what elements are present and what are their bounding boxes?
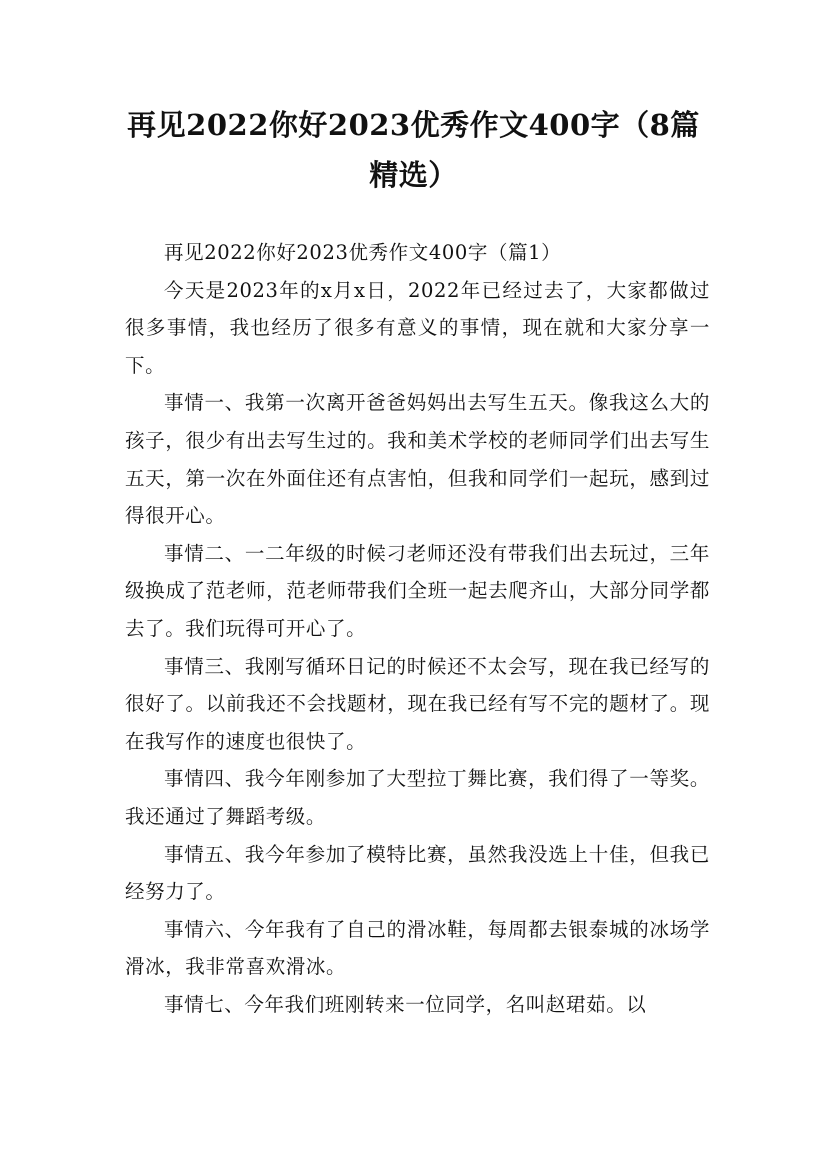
paragraph-event-7: 事情七、今年我们班刚转来一位同学，名叫赵珺茹。以: [164, 992, 647, 1016]
paragraph-event-1: 事情一、我第一次离开爸爸妈妈出去写生五天。像我这么大的孩子，很少有出去写生过的。我和美术学校的老师同学们出去写生五天，第一次在外面住还有点害怕，但我和同学们一起玩，感到过得很开心。: [125, 391, 710, 528]
document-title: 再见2022你好2023优秀作文400字（8篇精选）: [127, 108, 700, 192]
paragraph-event-4: 事情四、我今年刚参加了大型拉丁舞比赛，我们得了一等奖。我还通过了舞蹈考级。: [125, 767, 710, 828]
paragraph-event-5: 事情五、我今年参加了模特比赛，虽然我没选上十佳，但我已经努力了。: [125, 842, 710, 904]
section-heading: 再见2022你好2023优秀作文400字（篇1）: [164, 241, 562, 264]
paragraph-event-3: 事情三、我刚写循环日记的时候还不太会写，现在我已经写的很好了。以前我还不会找题材，现在我已经有写不完的题材了。现在我写作的速度也很快了。: [125, 654, 710, 753]
paragraph-event-6: 事情六、今年我有了自己的滑冰鞋，每周都去银泰城的冰场学滑冰，我非常喜欢滑冰。: [125, 917, 710, 979]
paragraph-intro: 今天是2023年的x月x日，2022年已经过去了，大家都做过很多事情，我也经历了很多有意义的事情，现在就和大家分享一下。: [125, 278, 710, 377]
paragraph-event-2: 事情二、一二年级的时候刁老师还没有带我们出去玩过，三年级换成了范老师，范老师带我们全班一起去爬齐山，大部分同学都去了。我们玩得可开心了。: [125, 541, 710, 640]
document-body: [125, 234, 710, 1023]
